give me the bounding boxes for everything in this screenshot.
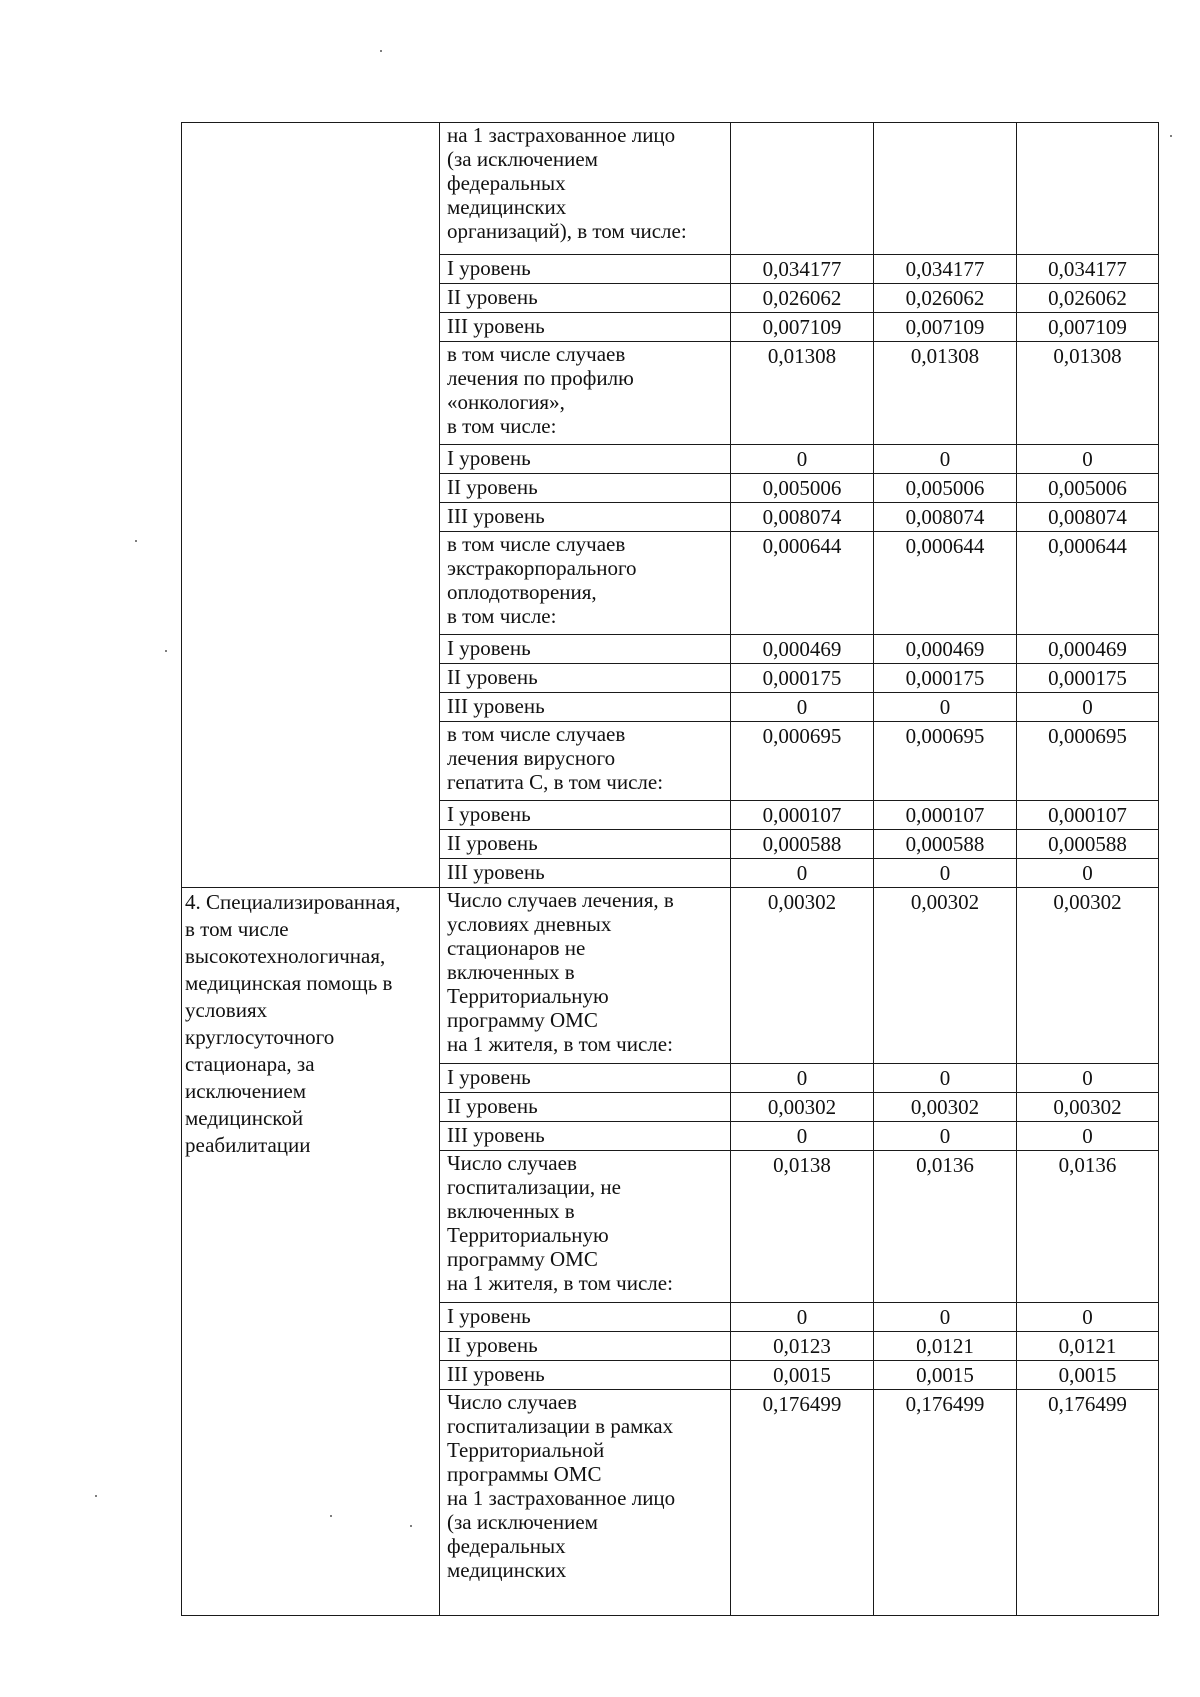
value-cell-year-1: 0,176499: [731, 1390, 874, 1616]
scan-speck: [330, 1515, 332, 1517]
value-cell-year-3: 0,005006: [1017, 474, 1159, 503]
value-cell-year-1: 0: [731, 1122, 874, 1151]
indicator-description: I уровень: [440, 635, 731, 664]
value-cell-year-3: 0,000644: [1017, 532, 1159, 635]
indicator-description: I уровень: [440, 445, 731, 474]
value-cell-year-2: 0,000107: [874, 801, 1017, 830]
value-cell-year-2: 0,007109: [874, 313, 1017, 342]
value-cell-year-1: 0,007109: [731, 313, 874, 342]
value-cell-year-1: 0,026062: [731, 284, 874, 313]
value-cell-year-3: 0,000588: [1017, 830, 1159, 859]
scan-speck: [135, 540, 137, 542]
table-body: [182, 123, 1159, 1616]
value-cell-year-1: 0: [731, 693, 874, 722]
value-cell-year-3: 0,007109: [1017, 313, 1159, 342]
value-cell-year-2: 0,000588: [874, 830, 1017, 859]
value-cell-year-2: 0,000644: [874, 532, 1017, 635]
value-cell-year-2: 0,005006: [874, 474, 1017, 503]
indicator-description: II уровень: [440, 664, 731, 693]
scan-speck: [1170, 135, 1172, 137]
value-cell-year-2: 0,00302: [874, 888, 1017, 1064]
value-cell-year-3: 0: [1017, 693, 1159, 722]
value-cell-year-2: 0,0121: [874, 1332, 1017, 1361]
value-cell-year-2: 0: [874, 1064, 1017, 1093]
value-cell-year-2: 0,0136: [874, 1151, 1017, 1303]
indicator-description: в том числе случаев экстракорпорального оплодотворения, в том числе:: [440, 532, 731, 635]
indicator-description: в том числе случаев лечения вирусного гепатита С, в том числе:: [440, 722, 731, 801]
scan-speck: [165, 650, 167, 652]
value-cell-year-3: 0,0121: [1017, 1332, 1159, 1361]
value-cell-year-2: 0,0015: [874, 1361, 1017, 1390]
value-cell-year-1: 0,0123: [731, 1332, 874, 1361]
value-cell-year-1: 0: [731, 445, 874, 474]
value-cell-year-1: 0: [731, 859, 874, 888]
value-cell-year-3: 0: [1017, 859, 1159, 888]
value-cell-year-1: 0,000588: [731, 830, 874, 859]
value-cell-year-3: 0,000107: [1017, 801, 1159, 830]
scan-speck: [380, 50, 382, 52]
indicator-description: II уровень: [440, 830, 731, 859]
value-cell-year-2: 0,000695: [874, 722, 1017, 801]
value-cell-year-3: 0: [1017, 445, 1159, 474]
value-cell-year-3: 0,000695: [1017, 722, 1159, 801]
category-cell: [182, 123, 440, 888]
value-cell-year-3: 0,026062: [1017, 284, 1159, 313]
value-cell-year-2: 0,008074: [874, 503, 1017, 532]
value-cell-year-1: 0,01308: [731, 342, 874, 445]
scan-speck: [95, 1495, 97, 1497]
indicator-description: III уровень: [440, 693, 731, 722]
scan-speck: [410, 1525, 412, 1527]
value-cell-year-3: 0: [1017, 1303, 1159, 1332]
value-cell-year-2: 0,026062: [874, 284, 1017, 313]
value-cell-year-2: 0: [874, 859, 1017, 888]
value-cell-year-3: 0,000469: [1017, 635, 1159, 664]
value-cell-year-2: 0,000469: [874, 635, 1017, 664]
value-cell-year-3: 0,034177: [1017, 255, 1159, 284]
value-cell-year-3: 0,00302: [1017, 1093, 1159, 1122]
indicator-description: I уровень: [440, 1303, 731, 1332]
indicator-description: II уровень: [440, 284, 731, 313]
value-cell-year-2: 0: [874, 445, 1017, 474]
indicator-description: III уровень: [440, 503, 731, 532]
category-cell: 4. Специализированная, в том числе высокотехнологичная, медицинская помощь в условиях круглосуточного стационара, за исключением медицинской реабилитации: [182, 888, 440, 1616]
indicator-description: Число случаев госпитализации в рамках Территориальной программы ОМС на 1 застрахованное лицо (за исключением федеральных медицинских: [440, 1390, 731, 1616]
table-row: [182, 888, 1159, 1064]
indicator-description: I уровень: [440, 801, 731, 830]
value-cell-year-1: 0,000175: [731, 664, 874, 693]
value-cell-year-3: 0,0136: [1017, 1151, 1159, 1303]
table-row: [182, 123, 1159, 255]
value-cell-year-2: 0,01308: [874, 342, 1017, 445]
indicator-description: II уровень: [440, 474, 731, 503]
value-cell-year-3: 0,176499: [1017, 1390, 1159, 1616]
value-cell-year-3: [1017, 123, 1159, 255]
value-cell-year-1: 0,000644: [731, 532, 874, 635]
value-cell-year-1: 0,034177: [731, 255, 874, 284]
value-cell-year-3: 0,008074: [1017, 503, 1159, 532]
value-cell-year-2: [874, 123, 1017, 255]
value-cell-year-2: 0,176499: [874, 1390, 1017, 1616]
value-cell-year-2: 0: [874, 693, 1017, 722]
value-cell-year-3: 0,01308: [1017, 342, 1159, 445]
value-cell-year-2: 0,00302: [874, 1093, 1017, 1122]
indicator-description: в том числе случаев лечения по профилю «онкология», в том числе:: [440, 342, 731, 445]
value-cell-year-2: 0: [874, 1122, 1017, 1151]
value-cell-year-2: 0,034177: [874, 255, 1017, 284]
value-cell-year-3: 0,00302: [1017, 888, 1159, 1064]
value-cell-year-2: 0,000175: [874, 664, 1017, 693]
indicator-description: II уровень: [440, 1332, 731, 1361]
value-cell-year-3: 0,0015: [1017, 1361, 1159, 1390]
value-cell-year-1: 0,0015: [731, 1361, 874, 1390]
indicator-description: Число случаев лечения, в условиях дневных стационаров не включенных в Территориальную программу ОМС на 1 жителя, в том числе:: [440, 888, 731, 1064]
value-cell-year-1: 0: [731, 1064, 874, 1093]
indicator-description: III уровень: [440, 1122, 731, 1151]
value-cell-year-1: 0,00302: [731, 888, 874, 1064]
value-cell-year-1: 0,000469: [731, 635, 874, 664]
value-cell-year-1: 0,00302: [731, 1093, 874, 1122]
indicator-description: Число случаев госпитализации, не включенных в Территориальную программу ОМС на 1 жителя, в том числе:: [440, 1151, 731, 1303]
value-cell-year-2: 0: [874, 1303, 1017, 1332]
value-cell-year-1: 0,0138: [731, 1151, 874, 1303]
value-cell-year-1: 0: [731, 1303, 874, 1332]
value-cell-year-3: 0: [1017, 1064, 1159, 1093]
indicator-description: II уровень: [440, 1093, 731, 1122]
indicator-description: I уровень: [440, 255, 731, 284]
indicator-table: [181, 122, 1159, 1616]
value-cell-year-3: 0,000175: [1017, 664, 1159, 693]
indicator-description: на 1 застрахованное лицо (за исключением федеральных медицинских организаций), в том числе:: [440, 123, 731, 255]
indicator-description: III уровень: [440, 313, 731, 342]
value-cell-year-1: 0,005006: [731, 474, 874, 503]
value-cell-year-1: 0,000107: [731, 801, 874, 830]
indicator-description: III уровень: [440, 1361, 731, 1390]
value-cell-year-3: 0: [1017, 1122, 1159, 1151]
indicator-description: III уровень: [440, 859, 731, 888]
value-cell-year-1: 0,000695: [731, 722, 874, 801]
value-cell-year-1: [731, 123, 874, 255]
indicator-description: I уровень: [440, 1064, 731, 1093]
value-cell-year-1: 0,008074: [731, 503, 874, 532]
